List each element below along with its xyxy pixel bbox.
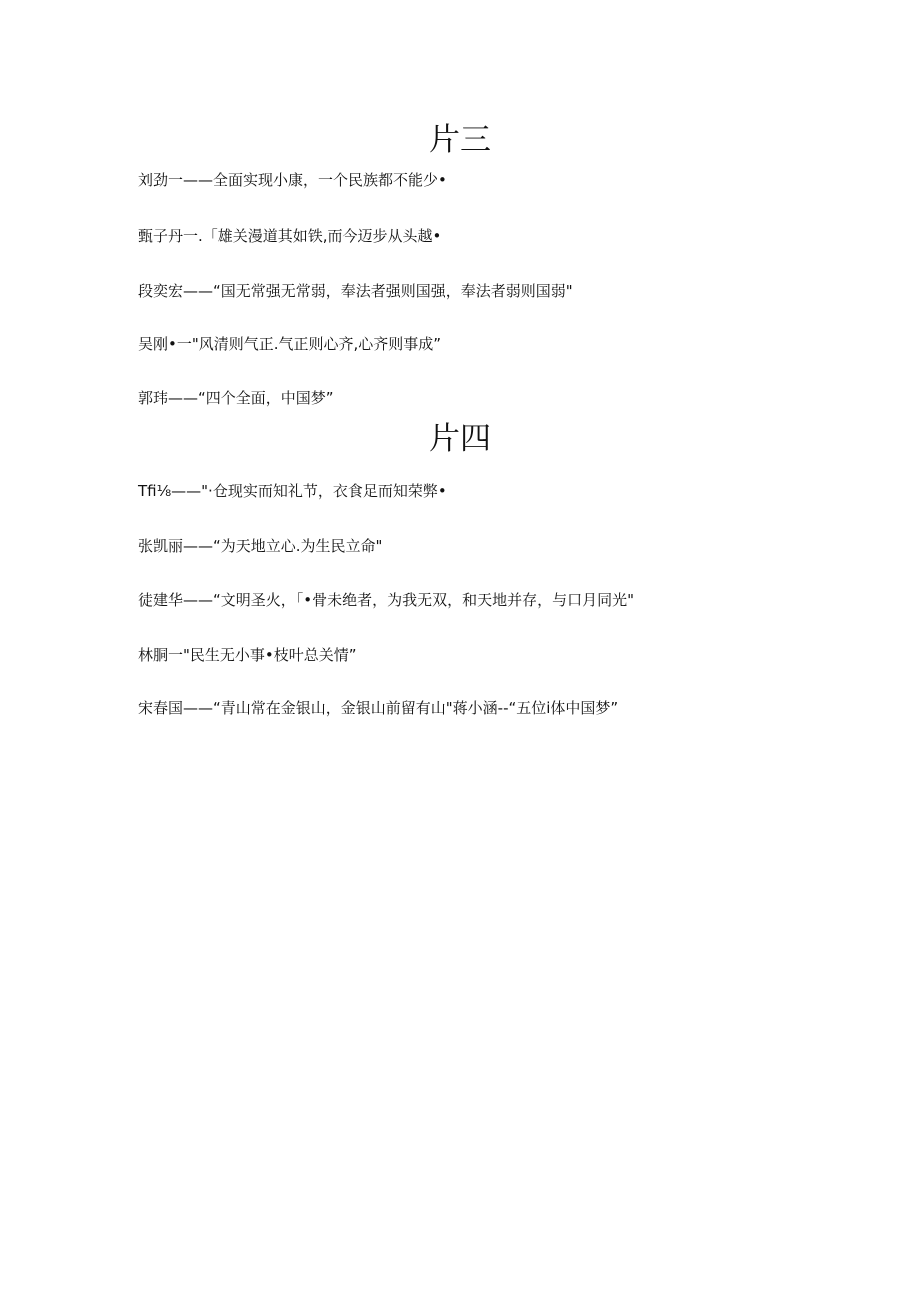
quote-line: 段奕宏——“国无常强无常弱，奉法者强则国强，奉法者弱则国弱" — [138, 282, 573, 300]
quote-line: 甄子丹一.「雄关漫道其如铁,而今迈步从头越• — [138, 227, 442, 245]
quote-line: 徒建华——“文明圣火，「•骨未绝者，为我无双，和天地并存，与口月同光" — [138, 591, 635, 609]
quote-line: 吴刚•一"风清则气正.气正则心齐,心齐则事成” — [138, 335, 442, 353]
quote-line: 刘劲一——全面实现小康，一个民族都不能少• — [138, 171, 447, 189]
quote-line: Tfi⅛——"·仓现实而知礼节，衣食足而知荣弊• — [138, 482, 447, 500]
section-heading-4: 片四 — [429, 421, 491, 457]
quote-line: 张凯丽——“为天地立心.为生民立命" — [138, 537, 383, 555]
section-heading-3: 片三 — [429, 122, 491, 158]
quote-line: 郭玮——“四个全面，中国梦” — [138, 389, 334, 407]
quote-line: 林胴一"民生无小事•枝叶总关情” — [138, 646, 357, 664]
quote-line: 宋春国——“青山常在金银山，金银山前留有山"蒋小涵--“五位i体中国梦” — [138, 699, 619, 717]
